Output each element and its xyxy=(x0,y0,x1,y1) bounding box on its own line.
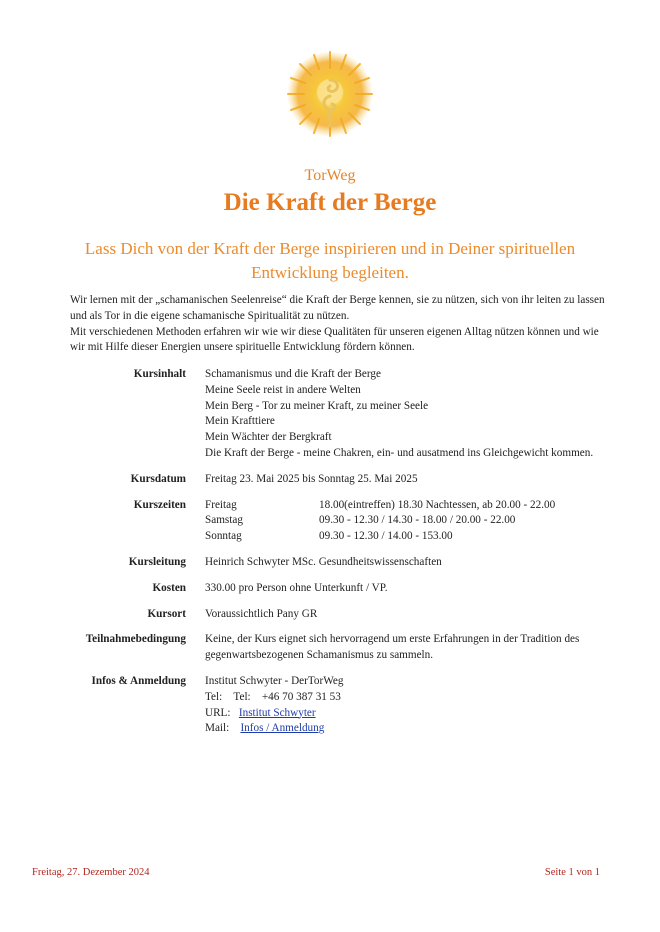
label-kurszeiten: Kurszeiten xyxy=(133,498,186,511)
row-kursinhalt xyxy=(60,367,610,462)
value-kursinhalt xyxy=(205,367,610,462)
value-kurszeiten xyxy=(205,498,610,545)
schedule-day: Freitag xyxy=(205,498,237,511)
schedule-day: Sonntag xyxy=(205,530,242,543)
label-kursleitung: Kursleitung xyxy=(128,555,186,568)
institute-name: Institut Schwyter - DerTorWeg xyxy=(205,674,344,687)
intro-paragraph-2: Mit verschiedenen Methoden erfahren wir wie wir diese Qualitäten für unseren eigenen Alltag nützen können und wie wir mit Hilfe dieser Energien unsere spirituelle Entwicklung fördern können. xyxy=(70,325,599,354)
sun-spiral-logo-icon xyxy=(286,50,374,138)
value-kosten: 330.00 pro Person ohne Unterkunft / VP. xyxy=(205,581,388,594)
label-infos-anmeldung: Infos & Anmeldung xyxy=(91,674,186,687)
row-kosten xyxy=(60,581,610,597)
value-infos-anmeldung xyxy=(205,674,610,737)
phone-number: +46 70 387 31 53 xyxy=(261,690,341,703)
label-teilnahmebedingung: Teilnahmebedingung xyxy=(85,633,186,646)
tel-label: Tel: xyxy=(205,690,223,703)
value-teilnahmebedingung: Keine, der Kurs eignet sich hervorragend um erste Erfahrungen in der Tradition des gegenwartsbezogenen Schamanismus zu sammeln. xyxy=(205,633,580,662)
url-label: URL: xyxy=(205,706,231,719)
schedule-day: Samstag xyxy=(205,514,243,527)
content-item: Mein Berg - Tor zu meiner Kraft, zu meiner Seele xyxy=(205,399,429,412)
value-kursort: Voraussichtlich Pany GR xyxy=(205,607,318,620)
url-line xyxy=(205,706,610,722)
tel-inner-label: Tel: xyxy=(233,690,251,703)
intro-text xyxy=(70,293,610,356)
content-item: Die Kraft der Berge - meine Chakren, ein- und ausatmend ins Gleichgewicht kommen. xyxy=(205,446,594,459)
value-kursleitung: Heinrich Schwyter MSc. Gesundheitswissenschaften xyxy=(205,555,442,568)
row-kursleitung xyxy=(60,555,610,571)
schedule-time: 18.00(eintreffen) 18.30 Nachtessen, ab 20.00 - 22.00 xyxy=(319,498,556,511)
page-title: Die Kraft der Berge xyxy=(223,189,437,216)
footer-date: Freitag, 27. Dezember 2024 xyxy=(32,867,150,878)
row-kursort xyxy=(60,607,610,623)
label-kosten: Kosten xyxy=(152,581,186,594)
course-details xyxy=(60,367,610,747)
intro-paragraph-1: Wir lernen mit der „schamanischen Seelenreise“ die Kraft der Berge kennen, sie zu nützen, sich von ihr leiten zu lassen und als Tor in die eigene schamanische Spiritualität zu nützen. xyxy=(70,294,605,322)
footer-page-number: Seite 1 von 1 xyxy=(544,867,600,878)
row-kursdatum xyxy=(60,472,610,488)
institute-link[interactable]: Institut Schwyter xyxy=(238,706,316,719)
content-item: Mein Krafttiere xyxy=(205,415,275,428)
schedule-time: 09.30 - 12.30 / 14.00 - 153.00 xyxy=(319,530,453,543)
phone-line xyxy=(205,690,610,706)
value-kursdatum: Freitag 23. Mai 2025 bis Sonntag 25. Mai 2025 xyxy=(205,472,418,485)
row-kurszeiten xyxy=(60,498,610,545)
row-teilnahmebedingung xyxy=(60,632,610,664)
label-kursinhalt: Kursinhalt xyxy=(133,368,186,380)
subtitle: Lass Dich von der Kraft der Berge inspirieren und in Deiner spirituellen Entwicklung begleiten. xyxy=(84,239,576,282)
label-kursort: Kursort xyxy=(147,607,186,620)
row-infos-anmeldung xyxy=(60,674,610,737)
organization-name: TorWeg xyxy=(304,167,356,184)
mail-line xyxy=(205,721,610,737)
content-item: Meine Seele reist in andere Welten xyxy=(205,383,361,396)
mail-label: Mail: xyxy=(205,722,230,735)
content-item: Mein Wächter der Bergkraft xyxy=(205,431,332,444)
label-kursdatum: Kursdatum xyxy=(130,472,186,485)
registration-link[interactable]: Infos / Anmeldung xyxy=(240,722,325,735)
schedule-time: 09.30 - 12.30 / 14.30 - 18.00 / 20.00 - 22.00 xyxy=(319,514,516,527)
content-item: Schamanismus und die Kraft der Berge xyxy=(205,368,381,380)
